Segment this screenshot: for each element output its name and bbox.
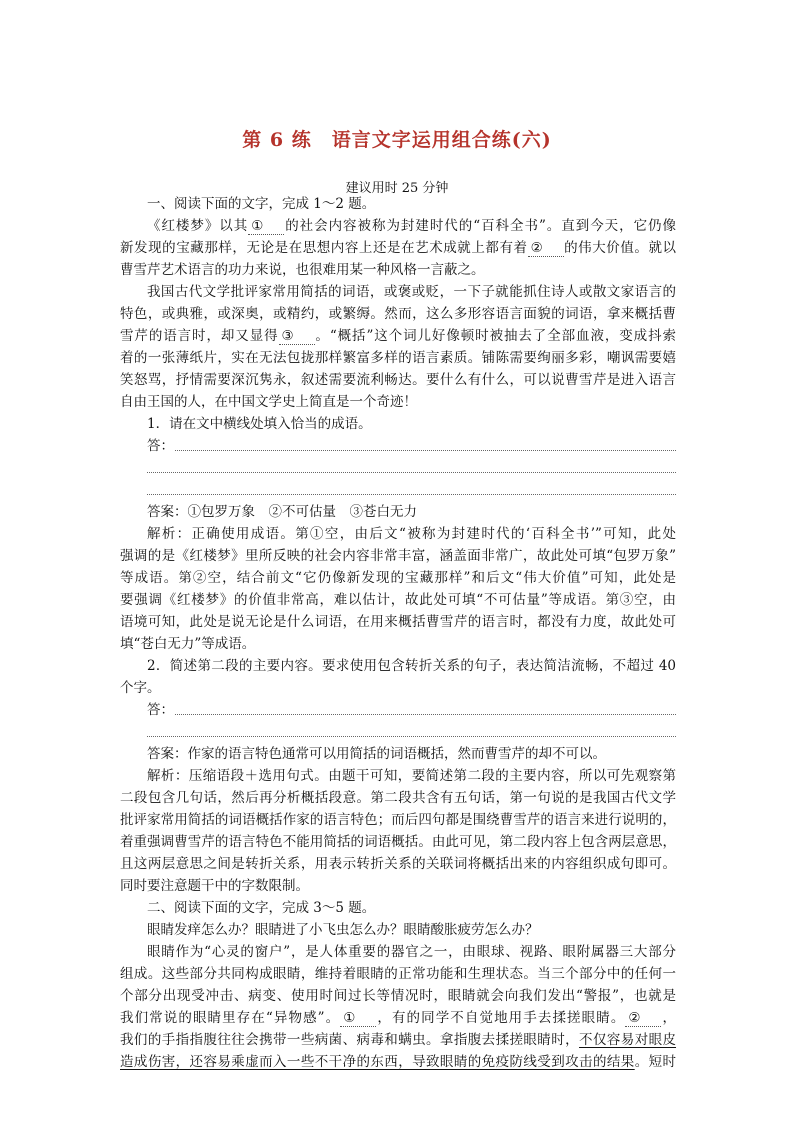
answer-line[interactable] (120, 699, 676, 721)
analysis-line: 批评家常用简括的词语概括作家的语言特色；而后四句都是围绕曹雪芹的语言来进行说明的， (120, 812, 676, 828)
passage-line: 眼睛发痒怎么办？眼睛进了小飞虫怎么办？眼睛酸胀疲劳怎么办？ (147, 922, 539, 938)
passage-line: 造成伤害，还容易乘虚而入一些不干净的东西，导致眼睛的免疫防线受到攻击的结果。短时 (120, 1054, 677, 1070)
fill-blank: ③ (279, 328, 315, 345)
fill-blank: ① (340, 1010, 376, 1027)
passage-line: 组成。这些部分共同构成眼睛，维持着眼睛的正常功能和生理状态。当三个部分中的任何一 (120, 966, 676, 982)
answer-line[interactable] (120, 479, 676, 501)
analysis-line: 强调的是《红楼梦》里所反映的社会内容非常丰富，涵盖面非常广，故此处可填“包罗万象” (120, 548, 676, 564)
suggested-time: 建议用时 25 分钟 (345, 181, 449, 196)
answer-text: 答案：①包罗万象 ②不可估量 ③苍白无力 (147, 504, 417, 520)
fill-blank: ① (248, 218, 284, 235)
section-heading: 二、阅读下面的文字，完成 3～5 题。 (147, 900, 376, 916)
passage-line: 《红楼梦》以其 ① 的社会内容被称为封建时代的“百科全书”。直到今天，它仍像 (147, 218, 677, 234)
answer-label: 答： (147, 438, 174, 454)
page-title: 第 6 练 语言文字运用组合练(六) (242, 129, 552, 151)
underlined-sentence: 不仅容易对眼皮 (579, 1032, 677, 1048)
answer-line[interactable] (120, 721, 676, 743)
analysis-line: 解析：正确使用成语。第①空，由后文“被称为封建时代的‘百科全书’”可知，此处 (147, 526, 676, 542)
answer-text: 答案：作家的语言特色通常可以用简括的词语概括，然而曹雪芹的却不可以。 (147, 746, 606, 762)
question-1: 1．请在文中横线处填入恰当的成语。 (147, 416, 372, 432)
passage-line: 曹雪芹艺术语言的功力来说，也很难用某一种风格一言蔽之。 (120, 262, 485, 278)
passage-line: 新发现的宝藏那样，无论是在思想内容上还是在艺术成就上都有着 ② 的伟大价值。就以 (120, 240, 677, 256)
analysis-line: 且这两层意思之间是转折关系，用表示转折关系的关联词将概括出来的内容组织成句即可。 (120, 856, 676, 872)
analysis-line: 同时要注意题干中的字数限制。 (120, 878, 309, 894)
analysis-line: 填“苍白无力”等成语。 (120, 636, 256, 652)
passage-line: 我国古代文学批评家常用简括的词语，或褒或贬，一下子就能抓住诗人或散文家语言的 (147, 284, 676, 300)
analysis-line: 等成语。第②空，结合前文“它仍像新发现的宝藏那样”和后文“伟大价值”可知，此处是 (120, 570, 676, 586)
passage-line: 特色，或典雅，或深奥，或精约，或繁缛。然而，这么多形容语言面貌的词语，拿来概括曹 (120, 306, 676, 322)
content-body (120, 193, 676, 1073)
answer-label: 答： (147, 702, 174, 718)
section-heading: 一、阅读下面的文字，完成 1～2 题。 (147, 196, 376, 212)
passage-line: 我们常说的眼睛里存在“异物感”。 ① ，有的同学不自觉地用手去揉搓眼睛。 ② ， (120, 1010, 676, 1026)
question-2-cont: 个字。 (120, 680, 161, 696)
passage-line: 我们的手指指腹往往会携带一些病菌、病毒和螨虫。拿指腹去揉搓眼睛时，不仅容易对眼皮 (120, 1032, 677, 1048)
underlined-sentence: 造成伤害，还容易乘虚而入一些不干净的东西，导致眼睛的免疫防线受到攻击的结果 (120, 1054, 635, 1070)
passage-line: 个部分出现受冲击、病变、使用时间过长等情况时，眼睛就会向我们发出“警报”，也就是 (120, 988, 676, 1004)
question-2: 2．简述第二段的主要内容。要求使用包含转折关系的句子，表达简洁流畅，不超过 40 (147, 658, 676, 674)
passage-line: 着的一张薄纸片，实在无法包拢那样繁富多样的语言素质。铺陈需要绚丽多彩，嘲讽需要嬉 (120, 350, 676, 366)
analysis-line: 要强调《红楼梦》的价值非常高，难以估计，故此处可填“不可估量”等成语。第③空，由 (120, 592, 676, 608)
passage-line: 笑怒骂，抒情需要深沉隽永，叙述需要流利畅达。要什么有什么，可以说曹雪芹是进入语言 (120, 372, 676, 388)
analysis-line: 解析：压缩语段＋选用句式。由题干可知，要简述第二段的主要内容，所以可先观察第 (147, 768, 676, 784)
passage-line: 眼睛作为“心灵的窗户”，是人体重要的器官之一，由眼球、视路、眼附属器三大部分 (147, 944, 676, 960)
fill-blank: ② (625, 1010, 661, 1027)
answer-line[interactable] (120, 457, 676, 479)
fill-blank: ② (528, 240, 564, 257)
analysis-line: 二段包含几句话，然后再分析概括段意。第二段共含有五句话，第一句说的是我国古代文学 (120, 790, 676, 806)
passage-line: 自由王国的人，在中国文学史上简直是一个奇迹！ (120, 394, 417, 410)
answer-line[interactable] (120, 435, 676, 457)
analysis-line: 语境可知，此处是说无论是什么词语，在用来概括曹雪芹的语言时，都没有力度，故此处可 (120, 614, 676, 630)
analysis-line: 着重强调曹雪芹的语言特色不能用简括的词语概括。由此可见，第二段内容上包含两层意思， (120, 834, 676, 850)
passage-line: 雪芹的语言时，却又显得 ③ 。“概括”这个词儿好像顿时被抽去了全部血液，变成抖索 (120, 328, 676, 344)
